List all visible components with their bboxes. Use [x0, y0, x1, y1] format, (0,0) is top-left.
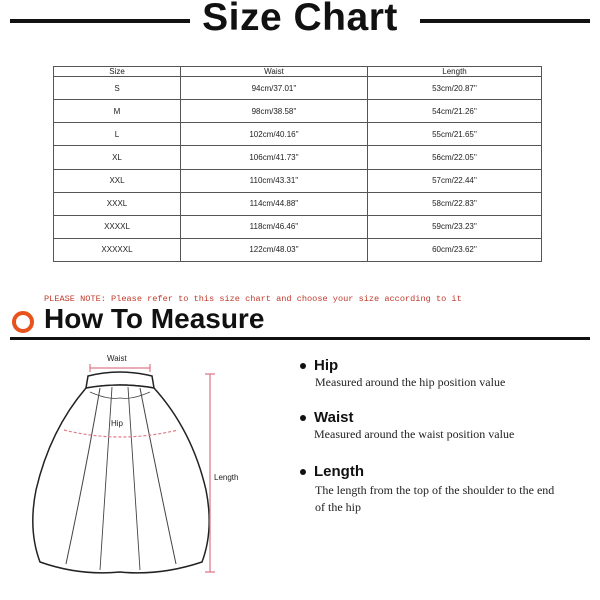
hip-description: Measured around the hip position value	[315, 375, 506, 389]
table-row	[54, 100, 542, 123]
waist-title: Waist	[314, 409, 354, 426]
cell-waist: 98cm/38.58''	[181, 100, 368, 123]
bullet-circle-icon	[12, 311, 34, 333]
header-size: Size	[54, 67, 181, 77]
cell-length: 55cm/21.65''	[368, 123, 542, 146]
table-header-row	[54, 67, 542, 77]
cell-size: M	[54, 100, 181, 123]
sizing-note: PLEASE NOTE: Please refer to this size chart and choose your size according to it	[44, 294, 462, 304]
header-waist: Waist	[181, 67, 368, 77]
size-chart-table	[53, 66, 542, 262]
cell-waist: 106cm/41.73''	[181, 146, 368, 169]
table-row	[54, 146, 542, 169]
cell-size: S	[54, 77, 181, 100]
skirt-diagram	[20, 340, 290, 600]
cell-waist: 118cm/46.46''	[181, 215, 368, 238]
cell-waist: 110cm/43.31''	[181, 169, 368, 192]
table-row	[54, 169, 542, 192]
cell-length: 60cm/23.62''	[368, 238, 542, 261]
diagram-length-label: Length	[214, 473, 239, 482]
cell-size: L	[54, 123, 181, 146]
waist-description: Measured around the waist position value	[314, 427, 515, 441]
cell-length: 59cm/23.23''	[368, 215, 542, 238]
length-bullet-icon	[300, 469, 306, 475]
cell-size: XXXXXL	[54, 238, 181, 261]
cell-size: XL	[54, 146, 181, 169]
cell-length: 57cm/22.44''	[368, 169, 542, 192]
cell-waist: 114cm/44.88''	[181, 192, 368, 215]
table-row	[54, 238, 542, 261]
hip-title: Hip	[314, 357, 339, 374]
length-title: Length	[314, 463, 364, 480]
cell-waist: 122cm/48.03''	[181, 238, 368, 261]
table-row	[54, 192, 542, 215]
cell-waist: 94cm/37.01''	[181, 77, 368, 100]
length-description: The length from the top of the shoulder to the end of the hip	[315, 483, 555, 514]
table-row	[54, 123, 542, 146]
how-to-measure-heading: How To Measure	[44, 303, 265, 334]
cell-size: XXXL	[54, 192, 181, 215]
cell-waist: 102cm/40.16''	[181, 123, 368, 146]
cell-size: XXXXL	[54, 215, 181, 238]
cell-length: 56cm/22.05''	[368, 146, 542, 169]
page-title: Size Chart	[202, 0, 398, 39]
cell-length: 58cm/22.83''	[368, 192, 542, 215]
diagram-hip-label: Hip	[111, 419, 124, 428]
cell-length: 54cm/21.26''	[368, 100, 542, 123]
table-row	[54, 215, 542, 238]
hip-bullet-icon	[300, 363, 306, 369]
waist-bullet-icon	[300, 415, 306, 421]
cell-length: 53cm/20.87''	[368, 77, 542, 100]
diagram-waist-label: Waist	[107, 354, 127, 363]
cell-size: XXL	[54, 169, 181, 192]
table-row	[54, 77, 542, 100]
header-length: Length	[368, 67, 542, 77]
